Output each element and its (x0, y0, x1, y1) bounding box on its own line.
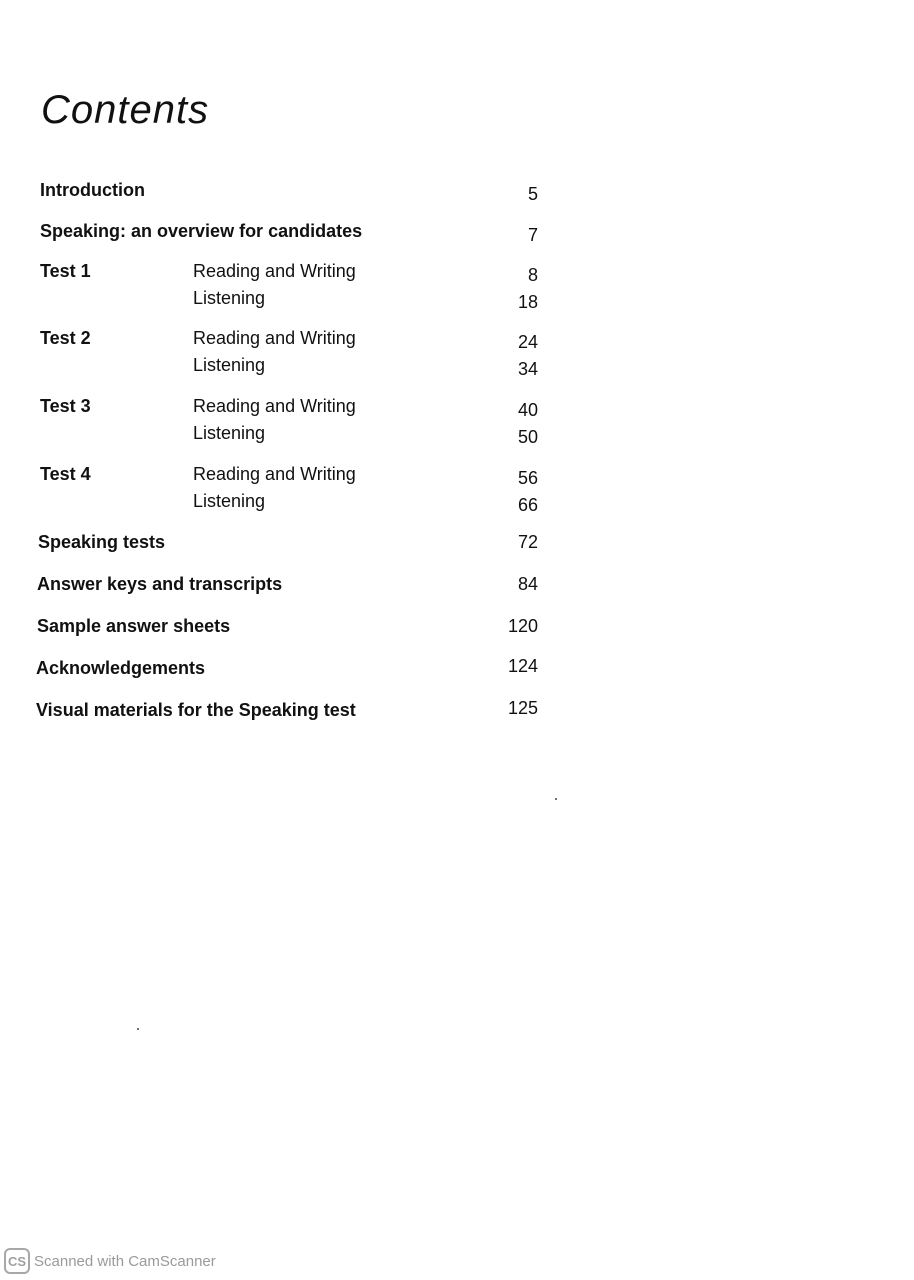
camscanner-logo-icon: CS (4, 1248, 30, 1274)
toc-entry-test4-reading-writing (0, 464, 600, 490)
toc-entry-speaking-tests (0, 532, 600, 558)
scan-speck (137, 1028, 139, 1030)
toc-entry-title: Answer keys and transcripts (37, 574, 283, 594)
toc-entry-test2-listening (0, 355, 600, 381)
toc-entry-subtitle: Listening (193, 355, 266, 375)
toc-entry-page: 8 (527, 265, 538, 285)
toc-entry-page: 66 (517, 495, 538, 515)
toc-entry-page: 5 (527, 184, 538, 204)
toc-entry-acknowledgements (0, 658, 600, 684)
toc-entry-speaking-overview (0, 221, 600, 247)
toc-entry-test2-reading-writing (0, 328, 600, 354)
toc-entry-test1-reading-writing (0, 261, 600, 287)
toc-entry-title: Visual materials for the Speaking test (36, 700, 356, 720)
toc-entry-page: 40 (517, 400, 538, 420)
toc-entry-subtitle: Reading and Writing (193, 328, 356, 348)
toc-entry-page: 34 (517, 359, 538, 379)
page-title: Contents (41, 88, 210, 132)
toc-entry-title: Test 3 (40, 396, 91, 416)
toc-entry-page: 124 (507, 656, 538, 676)
toc-entry-title: Speaking tests (38, 532, 166, 552)
toc-entry-page: 125 (507, 698, 538, 718)
toc-entry-page: 24 (517, 332, 538, 352)
watermark-text: Scanned with CamScanner (34, 1252, 216, 1270)
toc-entry-page: 50 (517, 427, 538, 447)
scan-speck (555, 798, 557, 800)
toc-entry-title: Test 4 (40, 464, 91, 484)
toc-entry-visual-materials (0, 700, 600, 726)
toc-entry-introduction (0, 180, 600, 206)
toc-entry-page: 18 (517, 292, 538, 312)
toc-entry-page: 120 (507, 616, 538, 636)
toc-entry-test3-listening (0, 423, 600, 449)
camscanner-watermark (4, 1248, 216, 1274)
toc-entry-title: Test 1 (40, 261, 91, 281)
toc-entry-answer-keys (0, 574, 600, 600)
toc-entry-subtitle: Listening (193, 288, 266, 308)
toc-entry-test1-listening (0, 288, 600, 314)
toc-entry-title: Introduction (40, 180, 145, 200)
toc-entry-subtitle: Listening (193, 491, 266, 511)
toc-entry-sample-answer-sheets (0, 616, 600, 642)
toc-entry-title: Test 2 (40, 328, 91, 348)
toc-entry-test4-listening (0, 491, 600, 517)
toc-entry-title: Speaking: an overview for candidates (40, 221, 363, 241)
toc-entry-title: Sample answer sheets (37, 616, 231, 636)
toc-entry-test3-reading-writing (0, 396, 600, 422)
toc-entry-subtitle: Listening (193, 423, 266, 443)
toc-entry-page: 56 (517, 468, 538, 488)
toc-entry-subtitle: Reading and Writing (193, 261, 356, 281)
toc-entry-title: Acknowledgements (36, 658, 206, 678)
toc-entry-page: 7 (527, 225, 538, 245)
toc-entry-page: 84 (517, 574, 538, 594)
toc-entry-subtitle: Reading and Writing (193, 464, 356, 484)
toc-entry-page: 72 (517, 532, 538, 552)
toc-entry-subtitle: Reading and Writing (193, 396, 356, 416)
